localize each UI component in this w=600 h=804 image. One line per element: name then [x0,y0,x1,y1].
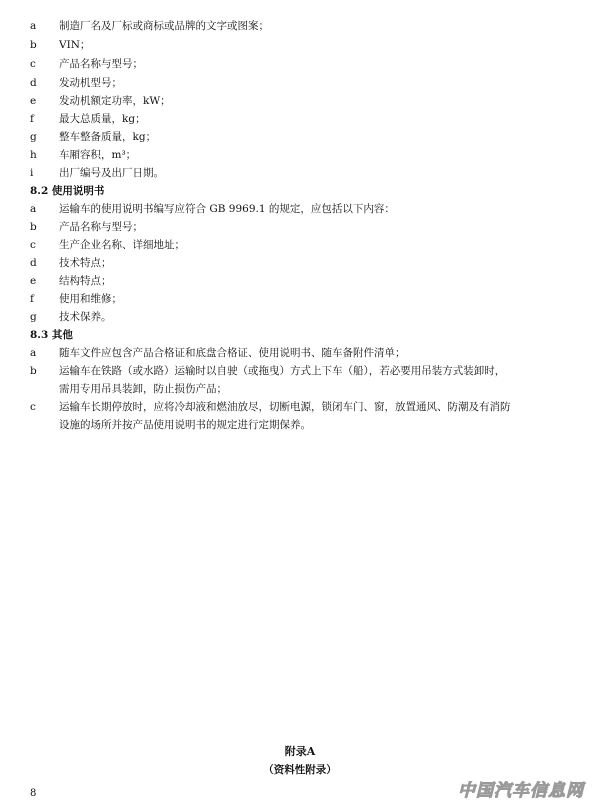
list-item [30,290,560,308]
page-number: 8 [30,788,37,799]
list-item [30,308,560,326]
list-item [30,110,560,128]
item-label: g [30,131,37,143]
item-text: 使用和维修； [59,293,122,305]
list-item-continuation [30,416,560,434]
item-label: i [30,167,34,179]
item-text: VIN； [59,39,91,51]
list-item [30,254,560,272]
item-label: c [30,58,36,70]
section-heading: 8.3 其他 [30,329,73,341]
item-label: e [30,95,37,107]
list-item [30,398,560,416]
appendix-title: 附录A [284,745,316,758]
watermark-logo: 中国汽车信息网 [458,781,584,801]
item-text: 发动机额定功率，kW； [59,95,171,107]
list-item [30,74,560,92]
list-item [30,164,560,182]
item-label: e [30,275,37,287]
item-label: a [30,203,37,215]
list-item [30,128,560,146]
item-label: b [30,39,37,51]
item-text: 运输车在铁路（或水路）运输时以自驶（或拖曳）方式上下车（船），若必要用吊装方式装卸时， [59,365,506,377]
item-label: a [30,347,37,359]
item-label: f [30,113,34,125]
item-label: f [30,293,34,305]
item-text: 发动机型号； [59,77,122,89]
item-label: a [30,20,37,32]
item-text: 运输车长期停放时，应将冷却液和燃油放尽，切断电源，锁闭车门、窗，放置通风、防潮及有消防 [59,401,511,413]
list-item [30,36,560,54]
item-label: b [30,221,37,233]
item-text: 产品名称与型号； [59,221,143,233]
item-label: d [30,77,37,89]
item-text: 整车整备质量，kg； [59,131,157,143]
item-text: 设施的场所并按产品使用说明书的规定进行定期保养。 [59,419,311,431]
list-item [30,344,560,362]
item-label: g [30,311,37,323]
list-item [30,236,560,254]
list-item [30,17,560,35]
list-item [30,55,560,73]
list-item [30,200,560,218]
list-item-continuation [30,380,560,398]
item-text: 最大总质量，kg； [59,113,146,125]
item-text: 技术特点； [59,257,112,269]
item-text: 技术保养。 [59,311,112,323]
item-label: c [30,401,36,413]
item-label: b [30,365,37,377]
list-item [30,218,560,236]
item-text: 产品名称与型号； [59,58,143,70]
item-text: 生产企业名称、详细地址； [59,239,185,251]
list-item [30,272,560,290]
item-label: d [30,257,37,269]
item-text: 制造厂名及厂标或商标或品牌的文字或图案； [59,20,269,32]
item-text: 需用专用吊具装卸，防止损伤产品； [59,383,227,395]
item-label: c [30,239,36,251]
item-text: 车厢容积，m³； [59,149,137,161]
section-heading: 8.2 使用说明书 [30,185,105,197]
item-text: 随车文件应包含产品合格证和底盘合格证、使用说明书、随车备附件清单； [59,347,406,359]
list-item [30,92,560,110]
list-item [30,146,560,164]
list-item [30,362,560,380]
item-text: 结构特点； [59,275,112,287]
appendix-subtitle: （资料性附录） [263,764,337,776]
item-label: h [30,149,37,161]
item-text: 运输车的使用说明书编写应符合 GB 9969.1 的规定，应包括以下内容： [59,203,395,215]
item-text: 出厂编号及出厂日期。 [59,167,164,179]
